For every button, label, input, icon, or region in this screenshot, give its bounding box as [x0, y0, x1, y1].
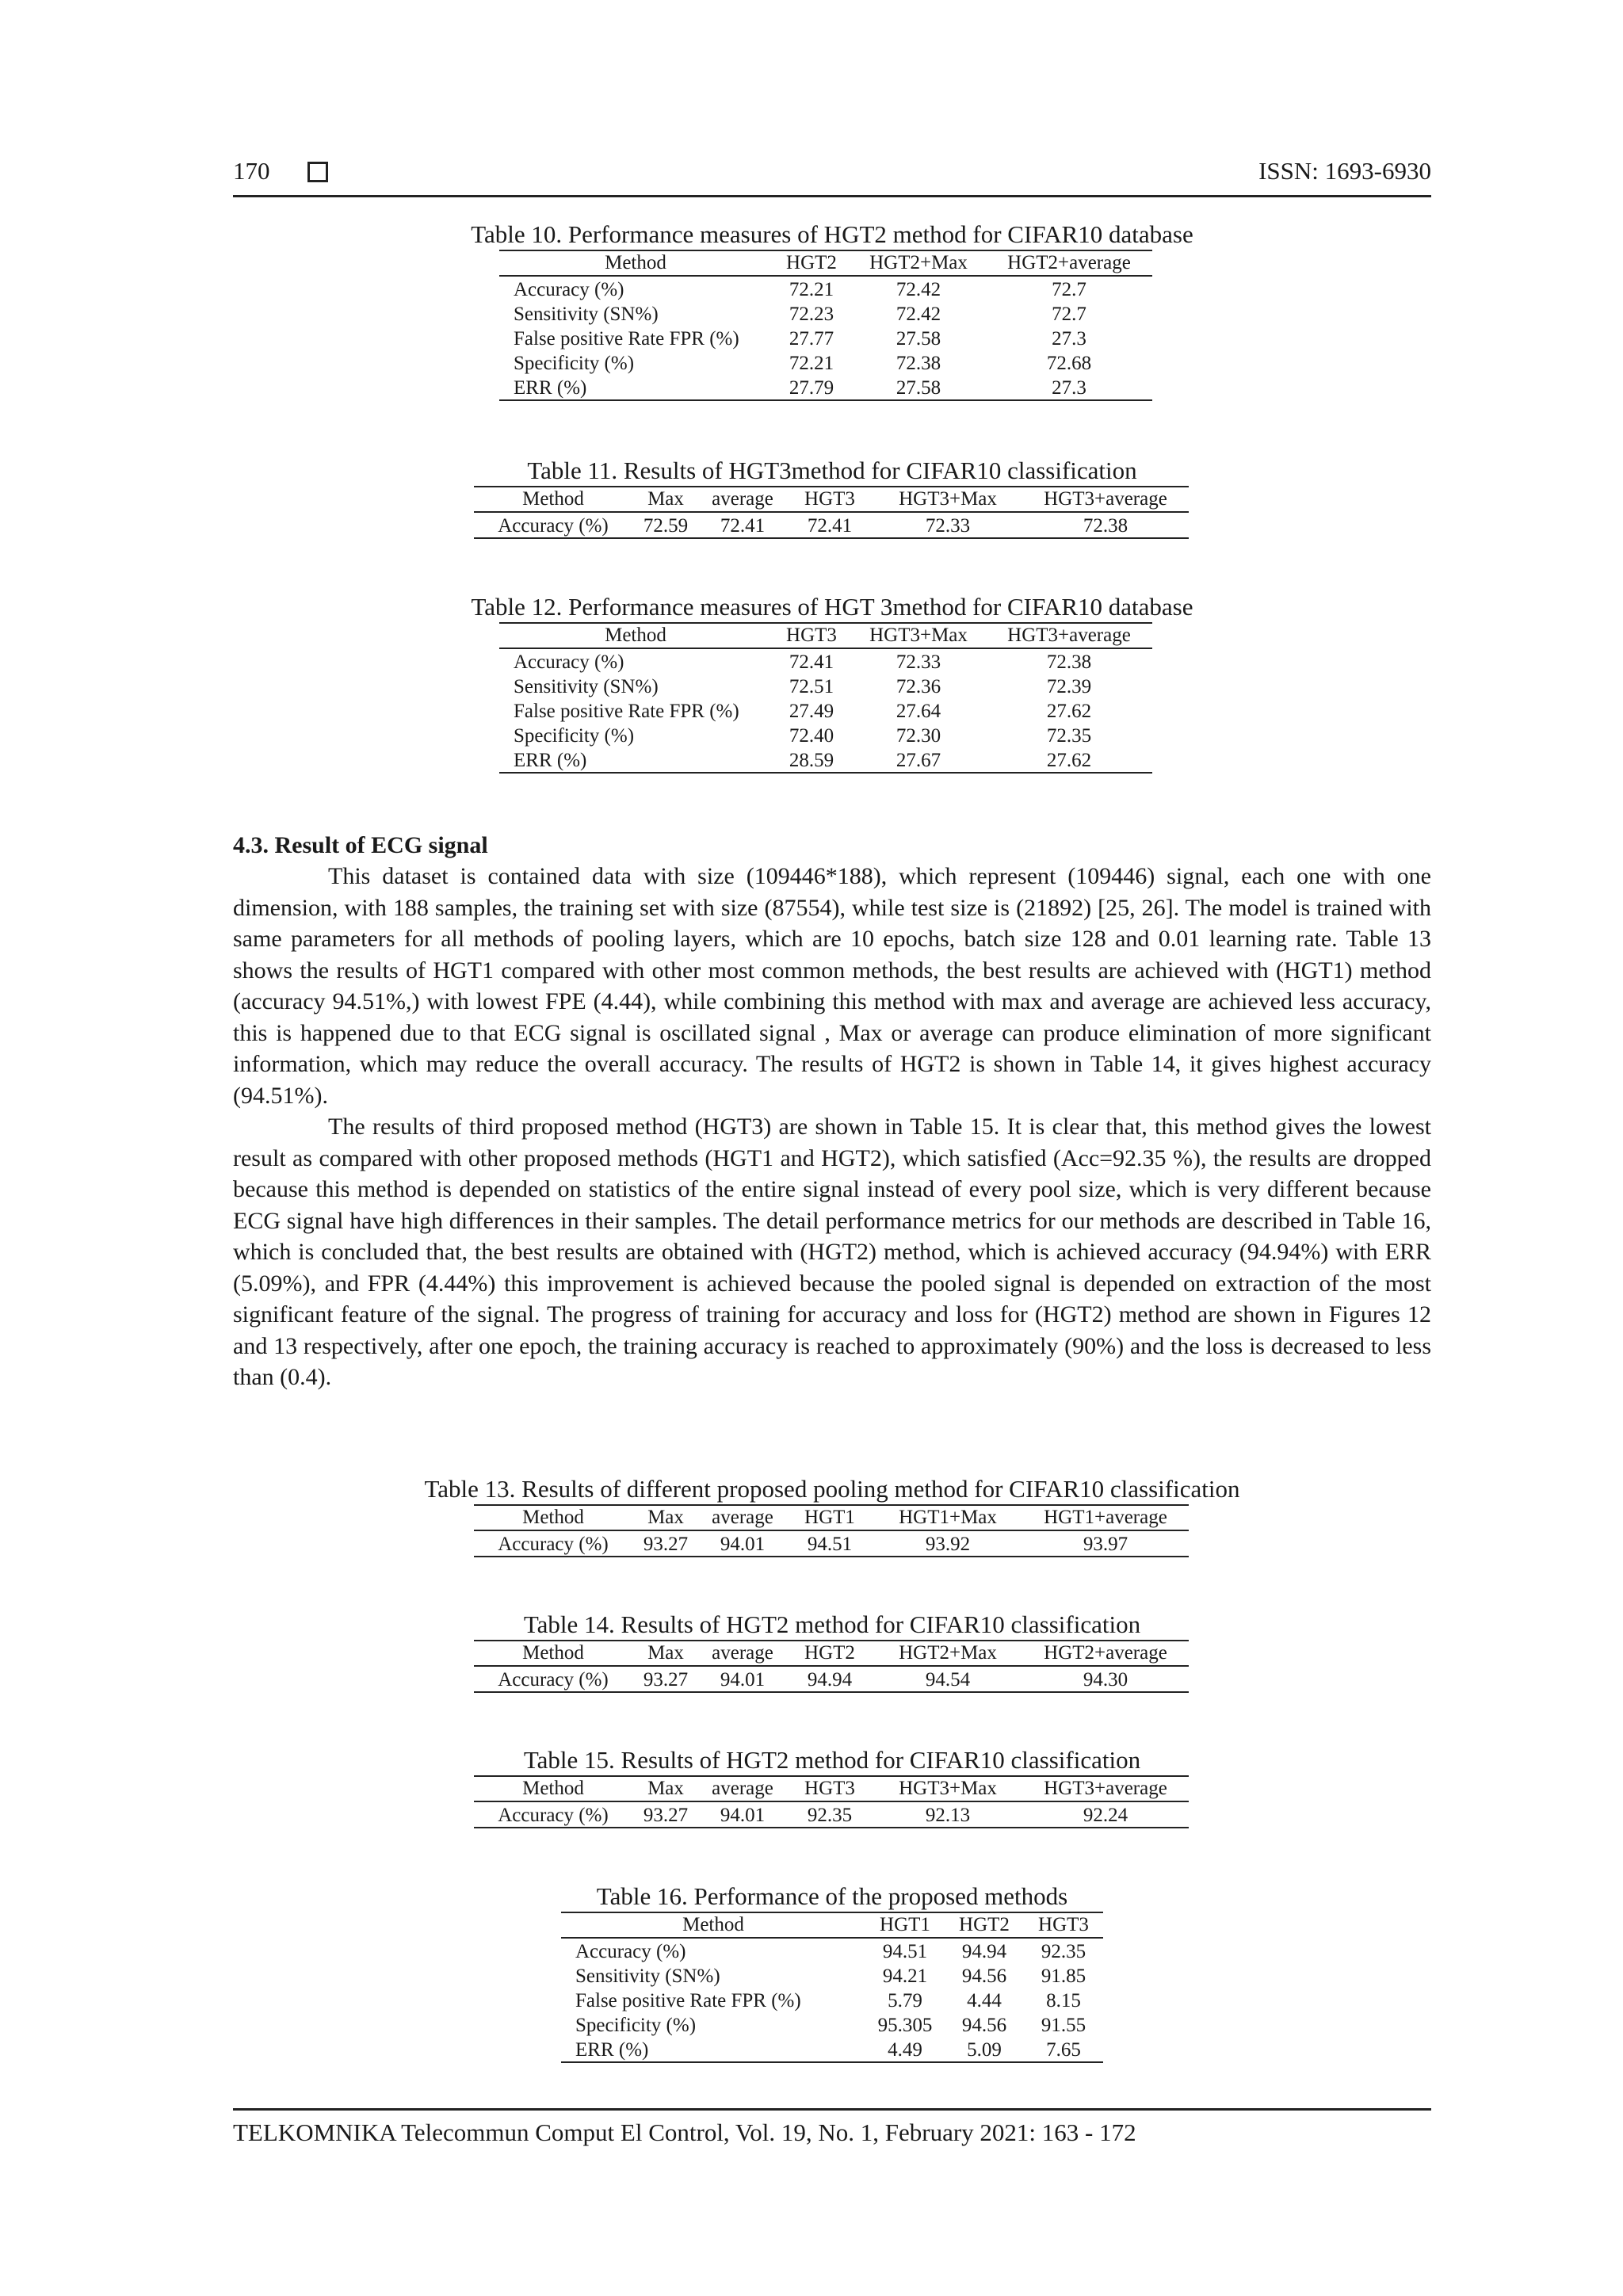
table-cell: 72.23	[789, 304, 834, 325]
column-header: HGT2	[945, 1913, 1024, 1938]
column-header: HGT3+average	[1022, 1777, 1189, 1801]
table-cell: 72.41	[789, 651, 834, 673]
table-row	[561, 1988, 1103, 2012]
table-cell: 92.13	[873, 1801, 1022, 1828]
row-label: False positive Rate FPR (%)	[514, 328, 739, 350]
table-cell: 72.38	[896, 353, 941, 374]
row-label: Accuracy (%)	[474, 512, 632, 538]
table-row	[499, 375, 1152, 400]
column-header: average	[699, 1777, 786, 1801]
table-cell: 93.27	[632, 1530, 699, 1557]
column-header: Method	[474, 1506, 632, 1530]
table-10	[428, 222, 1236, 412]
table-cell: 93.27	[632, 1801, 699, 1828]
table-cell: 27.58	[896, 328, 941, 350]
table-cell: 72.68	[1046, 353, 1092, 374]
table-row	[499, 350, 1152, 375]
table-cell: 5.09	[945, 2037, 1024, 2062]
row-label: Accuracy (%)	[474, 1666, 632, 1692]
table-cell: 27.62	[1046, 701, 1092, 722]
row-label: Accuracy (%)	[514, 279, 624, 300]
column-header: HGT3+Max	[873, 1777, 1022, 1801]
table-row	[474, 1801, 1189, 1828]
table-cell: 92.35	[786, 1801, 873, 1828]
row-label: Sensitivity (SN%)	[514, 676, 659, 697]
table-cell: 95.305	[877, 2015, 933, 2036]
table-cell: 94.51	[786, 1530, 873, 1557]
column-header: Method	[474, 487, 632, 512]
table-13	[372, 1477, 1292, 1564]
body-text	[233, 861, 1431, 1393]
column-header: HGT1	[865, 1913, 945, 1938]
table-cell: 91.55	[1041, 2015, 1086, 2036]
row-label: ERR (%)	[561, 2037, 865, 2062]
column-header: Method	[561, 1913, 865, 1938]
column-header: HGT3+Max	[873, 487, 1022, 512]
footer-citation: TELKOMNIKA Telecommun Comput El Control, Vol. 19, No. 1, February 2021: 163 - 172	[233, 2118, 1136, 2146]
column-header: HGT1+average	[1022, 1506, 1189, 1530]
square-icon	[307, 162, 328, 182]
issn: ISSN: 1693-6930	[1258, 157, 1431, 185]
table-cell: 93.27	[632, 1666, 699, 1692]
table-cell: 27.58	[851, 375, 986, 400]
column-header: HGT1	[786, 1506, 873, 1530]
row-label: Accuracy (%)	[514, 651, 624, 673]
table-caption: Table 16. Performance of the proposed methods	[596, 1882, 1068, 1910]
column-header: average	[699, 1506, 786, 1530]
table-cell: 72.33	[896, 651, 941, 673]
table-cell: 27.62	[986, 747, 1152, 773]
table-cell: 94.01	[699, 1801, 786, 1828]
column-header: Max	[632, 487, 699, 512]
row-label: ERR (%)	[499, 375, 772, 400]
page-footer	[233, 2108, 1431, 2147]
table-row	[561, 2037, 1103, 2062]
row-label: False positive Rate FPR (%)	[514, 701, 739, 722]
section-heading: 4.3. Result of ECG signal	[233, 832, 488, 858]
table-cell: 94.30	[1022, 1666, 1189, 1692]
table-cell: 94.01	[699, 1666, 786, 1692]
row-label: Sensitivity (SN%)	[514, 304, 659, 325]
column-header: HGT3+average	[986, 624, 1152, 648]
table-cell: 27.3	[986, 375, 1152, 400]
table-row	[499, 301, 1152, 326]
table-row	[561, 1938, 1103, 1963]
table-cell: 28.59	[772, 747, 851, 773]
table-cell: 27.3	[1052, 328, 1086, 350]
column-header: Max	[632, 1506, 699, 1530]
row-label: Specificity (%)	[575, 2015, 697, 2036]
table-cell: 94.54	[873, 1666, 1022, 1692]
table-cell: 4.44	[967, 1990, 1002, 2011]
column-header: average	[699, 1641, 786, 1666]
table-cell: 72.39	[1046, 676, 1092, 697]
row-label: Accuracy (%)	[474, 1530, 632, 1557]
row-label: Accuracy (%)	[474, 1801, 632, 1828]
table-cell: 94.56	[961, 2015, 1007, 2036]
table-16	[555, 1884, 1109, 2074]
table-row	[499, 698, 1152, 723]
table-cell: 94.21	[882, 1966, 928, 1987]
table-cell: 8.15	[1046, 1990, 1081, 2011]
column-header: HGT2+average	[986, 251, 1152, 276]
column-header: Method	[499, 624, 772, 648]
table-row	[499, 723, 1152, 747]
table-12	[428, 594, 1236, 785]
table-row	[561, 2012, 1103, 2037]
column-header: HGT2+Max	[873, 1641, 1022, 1666]
table-cell: 72.41	[786, 512, 873, 538]
table-11	[468, 458, 1197, 545]
table-cell: 94.01	[699, 1530, 786, 1557]
row-label: Specificity (%)	[514, 353, 635, 374]
table-cell: 72.35	[1046, 725, 1092, 747]
table-cell: 94.51	[882, 1941, 928, 1962]
column-header: HGT1+Max	[873, 1506, 1022, 1530]
table-cell: 92.24	[1022, 1801, 1189, 1828]
column-header: HGT2+Max	[851, 251, 986, 276]
column-header: HGT3	[786, 1777, 873, 1801]
table-cell: 93.92	[873, 1530, 1022, 1557]
column-header: HGT2+average	[1022, 1641, 1189, 1666]
column-header: HGT3	[1024, 1913, 1103, 1938]
column-header: HGT3	[786, 487, 873, 512]
table-cell: 94.56	[961, 1966, 1007, 1987]
column-header: Method	[499, 251, 772, 276]
table-cell: 72.40	[789, 725, 834, 747]
table-row	[499, 747, 1152, 773]
column-header: average	[699, 487, 786, 512]
table-caption: Table 15. Results of HGT2 method for CIFAR10 classification	[523, 1746, 1141, 1774]
table-cell: 4.49	[865, 2037, 945, 2062]
table-cell: 27.77	[789, 328, 834, 350]
table-cell: 72.38	[1022, 512, 1189, 538]
column-header: HGT3+Max	[851, 624, 986, 648]
table-cell: 72.30	[896, 725, 941, 747]
table-cell: 92.35	[1041, 1941, 1086, 1962]
table-cell: 72.21	[789, 353, 834, 374]
table-cell: 72.38	[1046, 651, 1092, 673]
table-row	[474, 512, 1189, 538]
table-cell: 27.64	[896, 701, 941, 722]
table-cell: 72.42	[896, 279, 941, 300]
row-label: False positive Rate FPR (%)	[575, 1990, 801, 2011]
table-cell: 72.59	[632, 512, 699, 538]
table-cell: 27.79	[772, 375, 851, 400]
table-cell: 72.33	[873, 512, 1022, 538]
column-header: Method	[474, 1641, 632, 1666]
table-row	[561, 1963, 1103, 1988]
table-row	[499, 648, 1152, 674]
table-caption: Table 13. Results of different proposed pooling method for CIFAR10 classification	[424, 1475, 1240, 1503]
table-row	[499, 326, 1152, 350]
table-cell: 91.85	[1041, 1966, 1086, 1987]
table-cell: 27.49	[789, 701, 834, 722]
column-header: Max	[632, 1641, 699, 1666]
table-caption: Table 11. Results of HGT3method for CIFAR10 classification	[527, 457, 1137, 484]
table-cell: 72.7	[1052, 279, 1086, 300]
table-cell: 7.65	[1024, 2037, 1103, 2062]
column-header: Max	[632, 1777, 699, 1801]
table-row	[499, 674, 1152, 698]
page-number: 170	[233, 157, 270, 185]
row-label: Accuracy (%)	[575, 1941, 686, 1962]
table-14	[468, 1612, 1197, 1699]
table-cell: 94.94	[786, 1666, 873, 1692]
paragraph: This dataset is contained data with size (109446*188), which represent (109446) signal, each one with one dimension, with 188 samples, the training set with size (87554), while test size is (21892) [25, 26]. The model is trained with same parameters for all methods of pooling layers, which are 10 epochs, batch size 128 and 0.01 learning rate. Table 13 shows the results of HGT1 compared with other most common methods, the best results are achieved with (HGT1) method (accuracy 94.51%,) with lowest FPE (4.44), while combining this method with max and average are achieved less accuracy, this is happened due to that ECG signal is oscillated signal , Max or average can produce elimination of more significant information, which may reduce the overall accuracy. The results of HGT2 is shown in Table 14, it gives highest accuracy (94.51%).	[233, 863, 1431, 1109]
table-cell: 72.7	[1052, 304, 1086, 325]
table-caption: Table 14. Results of HGT2 method for CIFAR10 classification	[523, 1610, 1141, 1638]
paragraph: The results of third proposed method (HGT3) are shown in Table 15. It is clear that, this method gives the lowest result as compared with other proposed methods (HGT1 and HGT2), which satisfied (Acc=92.35 %), the results are dropped because this method is depended on statistics of the entire signal instead of every pool size, which is very different because ECG signal have high differences in their samples. The detail performance metrics for our methods are described in Table 16, which is concluded that, the best results are obtained with (HGT2) method, which is achieved accuracy (94.94%) with ERR (5.09%), and FPR (4.44%) this improvement is achieved because the pooled signal is depended on extraction of the most significant feature of the signal. The progress of training for accuracy and loss for (HGT2) method are shown in Figures 12 and 13 respectively, after one epoch, the training accuracy is reached to approximately (90%) and the loss is decreased to less than (0.4).	[233, 1114, 1431, 1390]
column-header: HGT3+average	[1022, 487, 1189, 512]
table-cell: 94.94	[961, 1941, 1007, 1962]
row-label: Specificity (%)	[514, 725, 635, 747]
table-cell: 93.97	[1022, 1530, 1189, 1557]
table-row	[474, 1530, 1189, 1557]
table-caption: Table 12. Performance measures of HGT 3method for CIFAR10 database	[471, 593, 1193, 621]
column-header: HGT2	[772, 251, 851, 276]
table-cell: 72.36	[896, 676, 941, 697]
table-cell: 72.42	[896, 304, 941, 325]
table-cell: 5.79	[888, 1990, 922, 2011]
table-cell: 27.67	[851, 747, 986, 773]
table-row	[499, 276, 1152, 301]
table-cell: 72.41	[699, 512, 786, 538]
column-header: HGT3	[772, 624, 851, 648]
page-header	[233, 157, 1431, 197]
column-header: Method	[474, 1777, 632, 1801]
column-header: HGT2	[786, 1641, 873, 1666]
table-15	[468, 1748, 1197, 1835]
row-label: Sensitivity (SN%)	[575, 1966, 720, 1987]
table-row	[474, 1666, 1189, 1692]
table-cell: 72.51	[789, 676, 834, 697]
table-caption: Table 10. Performance measures of HGT2 method for CIFAR10 database	[471, 220, 1193, 248]
table-cell: 72.21	[789, 279, 834, 300]
row-label: ERR (%)	[499, 747, 772, 773]
